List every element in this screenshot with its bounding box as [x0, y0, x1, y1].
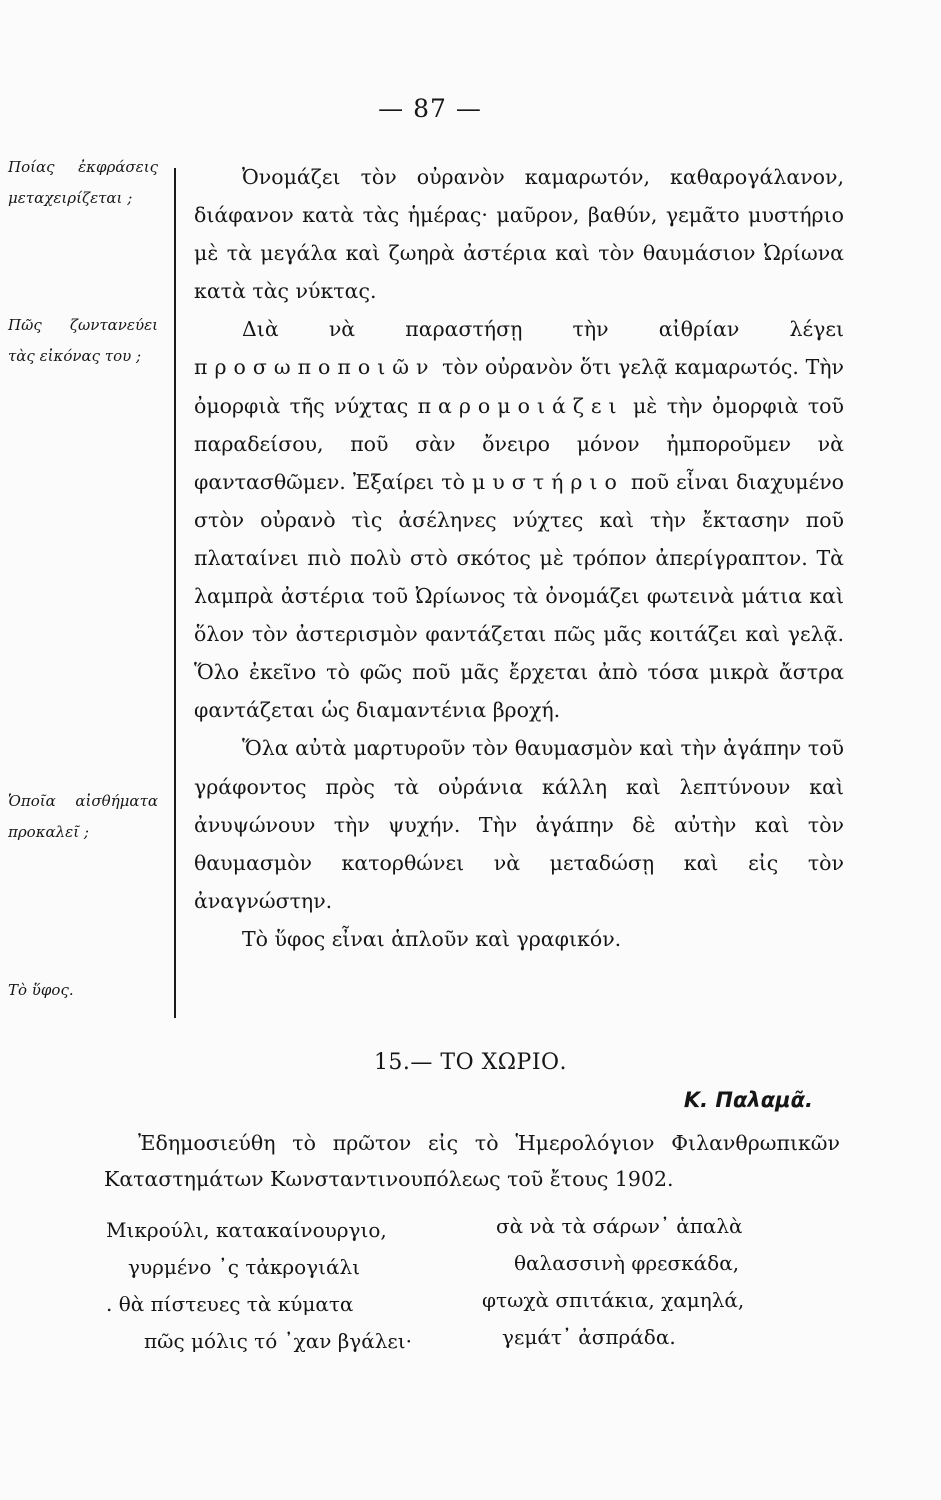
margin-note-images: Πῶς ζωντανεύει τὰς εἰκόνας του ; — [8, 316, 158, 365]
poem-line: πῶς μόλις τό ᾿χαν βγάλει· — [144, 1329, 412, 1353]
paragraph-sky-description: Ὀνομάζει τὸν οὐρανὸν καμαρωτόν, καθαρογάλανον, διάφανον κατὰ τὰς ἡμέρας· μαῦρον, βαθύν, γεμᾶτο μυστήριο μὲ τὰ μεγάλα καὶ ζωηρὰ ἀστέρια καὶ τὸν θαυμάσιον Ὠρίωνα κατὰ τὰς νύκτας. — [194, 165, 844, 304]
poem-left-column — [106, 1212, 456, 1360]
margin-note-expressions: Ποίας ἐκφράσεις μεταχειρίζεται ; — [8, 158, 158, 207]
commentary-text — [194, 158, 844, 958]
poem-right-column — [472, 1208, 802, 1356]
poem-line: σὰ νὰ τὰ σάρων᾿ ἁπαλὰ — [496, 1214, 743, 1238]
spaced-term-personifying: προσωποποιῶν — [194, 355, 436, 380]
section-heading: 15.— ΤΟ ΧΩΡΙΟ. — [373, 1050, 568, 1075]
poem-line: γεμάτ᾿ ἀσπράδα. — [502, 1325, 676, 1349]
paragraph-feelings: Ὅλα αὐτὰ μαρτυροῦν τὸν θαυμασμὸν καὶ τὴν ἀγάπην τοῦ γράφοντος πρὸς τὰ οὐράνια κάλλη καὶ λεπτύνουν καὶ ἀνυψώνουν τὴν ψυχήν. Τὴν ἀγάπην δὲ αὐτὴν καὶ τὸν θαυμασμὸν κατορθώνει νὰ μεταδώσῃ καὶ εἰς τὸν ἀναγνώστην. — [194, 736, 844, 913]
page-number: — 87 — — [378, 94, 482, 123]
publication-note: Ἐδημοσιεύθη τὸ πρῶτον εἰς τὸ Ἡμερολόγιον Φιλανθρωπικῶν Καταστημάτων Κωνσταντινουπόλεως τοῦ ἔτους 1902. — [104, 1131, 840, 1191]
poem-line: Μικρούλι, κατακαίνουργιο, — [106, 1218, 387, 1242]
poem-line: γυρμένο ᾿ς τἀκρογιάλι — [128, 1255, 361, 1279]
paragraph-style: Τὸ ὕφος εἶναι ἁπλοῦν καὶ γραφικόν. — [242, 926, 622, 951]
margin-rule — [174, 168, 176, 1018]
margin-note-style: Τὸ ὕφος. — [8, 981, 74, 999]
poem-line: φτωχὰ σπιτάκια, χαμηλά, — [482, 1288, 745, 1312]
poem-line: θαλασσινὴ φρεσκάδα, — [514, 1251, 740, 1275]
margin-note-feelings: Ὁποῖα αἰσθήματα προκαλεῖ ; — [8, 792, 158, 841]
author-name: Κ. Παλαμᾶ. — [683, 1088, 813, 1112]
poem-line: . θὰ πίστευες τὰ κύματα — [106, 1292, 354, 1316]
paragraph-imagery: Διὰ νὰ παραστήσῃ τὴν αἰθρίαν λέγει προσωποποιῶν τὸν οὐρανὸν ὅτι γελᾷ καμαρωτός. Τὴν ὀμορφιὰ τῆς νύχτας παρομοιάζει μὲ τὴν ὀμορφιὰ τοῦ παραδείσου, ποῦ σὰν ὄνειρο μόνον ἠμποροῦμεν νὰ φαντασθῶμεν. Ἐξαίρει τὸ μυστήριο ποῦ εἶναι διαχυμένο στὸν οὐρανὸ τὶς ἀσέληνες νύχτες καὶ τὴν ἔκτασην ποῦ πλαταίνει πιὸ πολὺ στὸ σκότος μὲ τρόπον ἀπερίγραπτον. Τὰ λαμπρὰ ἀστέρια τοῦ Ὠρίωνος τὰ ὀνομάζει φωτεινὰ μάτια καὶ ὅλον τὸν ἀστερισμὸν φαντάζεται πῶς μᾶς κοιτάζει καὶ γελᾷ. Ὅλο ἐκεῖνο τὸ φῶς ποῦ μᾶς ἔρχεται ἀπὸ τόσα μικρὰ ἄστρα φαντάζεται ὡς διαμαντένια βροχή. — [194, 317, 845, 723]
spaced-term-compares: παρομοιάζει — [417, 393, 624, 418]
spaced-term-mystery: μυστήριο — [471, 469, 624, 494]
